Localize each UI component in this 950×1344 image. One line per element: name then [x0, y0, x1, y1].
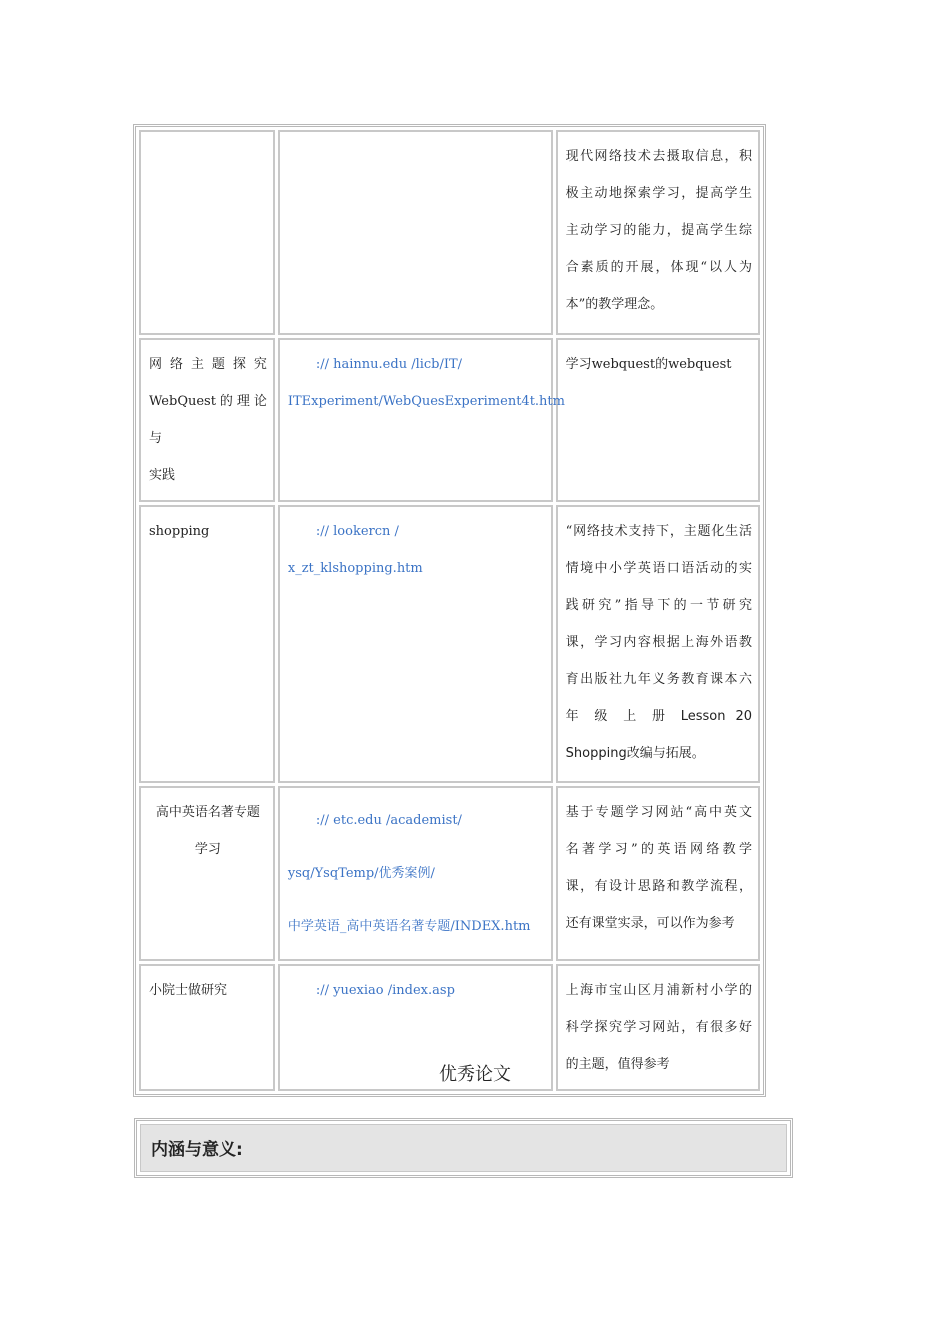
resource-name-line: WebQuest的理论与: [149, 394, 267, 446]
resource-link-line[interactable]: ITExperiment/WebQuesExperiment4t.htm: [287, 394, 565, 409]
meaning-box: [134, 1118, 793, 1178]
resource-name-cell: [139, 505, 275, 783]
description-line: 课，学习内容根据上海外语教: [565, 635, 752, 650]
resource-link-cell: [278, 130, 553, 335]
description-line: 育出版社九年义务教育课本六: [565, 672, 752, 687]
resource-link-line[interactable]: :// hainnu.edu /licb/IT/: [315, 357, 463, 372]
resource-description-cell: [556, 130, 760, 335]
resource-link-cell[interactable]: [278, 338, 565, 502]
resource-description-cell: [556, 786, 760, 961]
description-line: 还有课堂实录，可以作为参考: [565, 916, 735, 931]
description-line: 情境中小学英语口语活动的实: [565, 561, 752, 576]
resource-name-cell: [139, 786, 275, 961]
resource-name-line: 网络主题探究: [149, 357, 267, 372]
resource-description-cell: [556, 338, 760, 502]
resource-link-line[interactable]: :// etc.edu /academist/: [315, 813, 462, 828]
description-line: 现代网络技术去摄取信息，积: [565, 149, 752, 164]
description-line: 践研究”指导下的一节研究: [565, 598, 752, 613]
resource-name-cell: [139, 130, 275, 335]
description-line: 合素质的开展，体现“以人为: [565, 260, 752, 275]
resource-link-cell[interactable]: [278, 786, 553, 961]
description-line: “网络技术支持下，主题化生活: [565, 524, 752, 539]
description-line: 科学探究学习网站，有很多好: [565, 1020, 752, 1035]
resource-link-line[interactable]: :// lookercn /: [315, 524, 399, 539]
description-line: 上海市宝山区月浦新村小学的: [565, 983, 752, 998]
description-line: 课，有设计思路和教学流程，: [565, 879, 752, 894]
description-line: 主动学习的能力，提高学生综: [565, 223, 752, 238]
resource-name-line: 学习: [194, 842, 221, 857]
table-row: [139, 338, 760, 502]
table-row: [139, 786, 760, 961]
resource-name-line: 小院士做研究: [149, 983, 228, 998]
resource-link-cell[interactable]: [278, 505, 553, 783]
resource-table: [133, 124, 766, 1097]
description-line: 名著学习”的英语网络教学: [565, 842, 752, 857]
description-line: Shopping改编与拓展。: [565, 746, 705, 761]
resource-link-line[interactable]: 中学英语_高中英语名著专题/INDEX.htm: [287, 919, 531, 934]
resource-link-line[interactable]: :// yuexiao /index.asp: [315, 983, 455, 998]
resource-name-line: shopping: [149, 524, 210, 539]
description-line: 的主题，值得参考: [565, 1057, 670, 1072]
section-heading: 优秀论文: [439, 1064, 511, 1085]
description-line: 极主动地探索学习，提高学生: [565, 186, 752, 201]
resource-name-line: 高中英语名著专题: [155, 805, 260, 820]
description-line: 学习webquest的webquest: [565, 357, 732, 372]
resource-name-cell: [139, 338, 275, 502]
description-line: 本”的教学理念。: [565, 297, 664, 312]
table-row: [139, 505, 760, 783]
meaning-label: 内涵与意义:: [140, 1124, 787, 1172]
resource-link-line[interactable]: ysq/YsqTemp/优秀案例/: [287, 866, 435, 881]
description-line: 年 级 上 册 Lesson 20: [565, 709, 752, 724]
resource-name-line: 实践: [149, 468, 176, 483]
resource-link-line[interactable]: x_zt_klshopping.htm: [287, 561, 423, 576]
table-row: [139, 130, 760, 335]
resource-description-cell: [556, 505, 760, 783]
description-line: 基于专题学习网站“高中英文: [565, 805, 752, 820]
